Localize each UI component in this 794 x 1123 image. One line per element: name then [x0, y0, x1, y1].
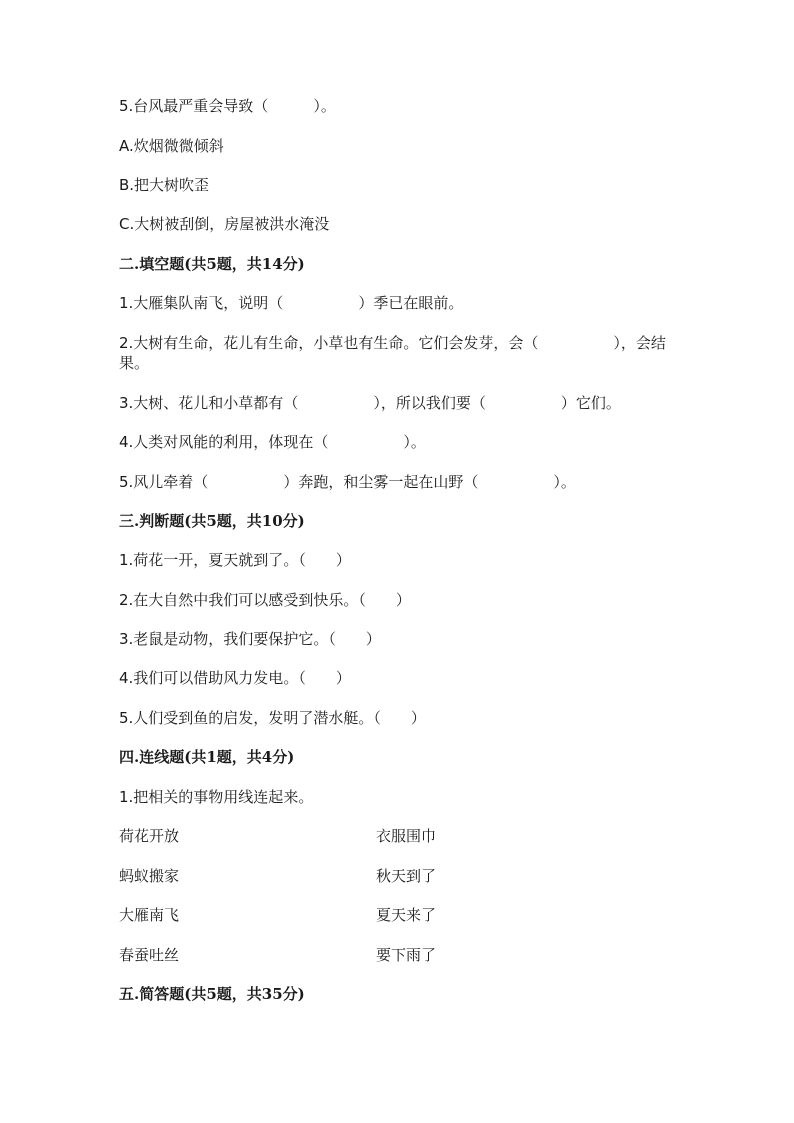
matching-instruction: 1.把相关的事物用线连起来。 — [119, 788, 314, 806]
option-b: B.把大树吹歪 — [119, 176, 210, 194]
matching-right-item: 衣服围巾 — [376, 827, 437, 845]
true-false-question-4: 4.我们可以借助风力发电。（ ） — [119, 669, 351, 687]
matching-left-item: 荷花开放 — [119, 827, 180, 845]
section-heading-short-answer: 五.简答题(共5题，共35分) — [119, 985, 305, 1003]
matching-right-item: 夏天来了 — [376, 906, 437, 924]
matching-left-item: 春蚕吐丝 — [119, 946, 180, 964]
matching-left-item: 蚂蚁搬家 — [119, 867, 180, 885]
true-false-question-1: 1.荷花一开，夏天就到了。（ ） — [119, 551, 351, 569]
option-c: C.大树被刮倒，房屋被洪水淹没 — [119, 215, 330, 233]
fill-blank-question-5: 5.风儿牵着（ ）奔跑，和尘雾一起在山野（ ）。 — [119, 473, 576, 491]
section-heading-true-false: 三.判断题(共5题，共10分) — [119, 512, 305, 530]
matching-right-item: 秋天到了 — [376, 867, 437, 885]
true-false-question-5: 5.人们受到鱼的启发，发明了潜水艇。（ ） — [119, 709, 426, 727]
true-false-question-2: 2.在大自然中我们可以感受到快乐。（ ） — [119, 591, 411, 609]
fill-blank-question-4: 4.人类对风能的利用，体现在（ ）。 — [119, 433, 426, 451]
fill-blank-question-3: 3.大树、花儿和小草都有（ ），所以我们要（ ）它们。 — [119, 394, 621, 412]
matching-right-item: 要下雨了 — [376, 946, 437, 964]
section-heading-matching: 四.连线题(共1题，共4分) — [119, 748, 295, 766]
option-a: A.炊烟微微倾斜 — [119, 137, 224, 155]
fill-blank-question-1: 1.大雁集队南飞，说明（ ）季已在眼前。 — [119, 294, 464, 312]
fill-blank-question-2: 2.大树有生命，花儿有生命，小草也有生命。它们会发芽，会（ ），会结果。 — [119, 334, 666, 372]
section-heading-fill-blank: 二.填空题(共5题，共14分) — [119, 255, 305, 273]
matching-left-item: 大雁南飞 — [119, 906, 180, 924]
true-false-question-3: 3.老鼠是动物，我们要保护它。（ ） — [119, 630, 381, 648]
question-choice-5: 5.台风最严重会导致（ ）。 — [119, 97, 336, 115]
